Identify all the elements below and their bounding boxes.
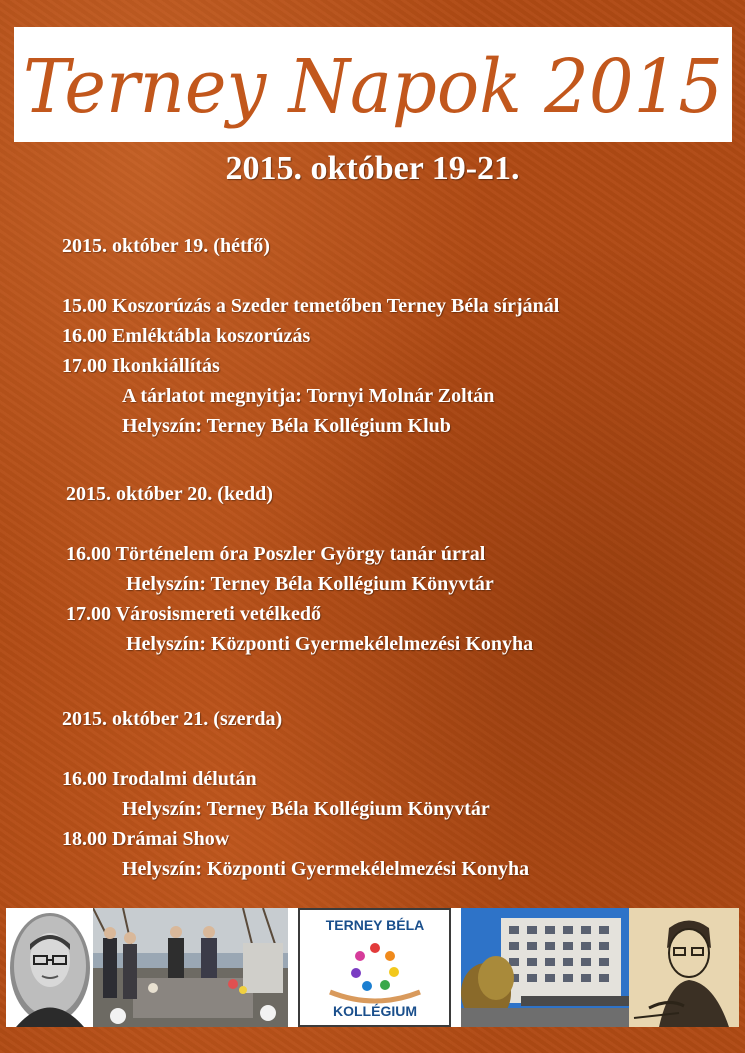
event-detail: A tárlatot megnyitja: Tornyi Molnár Zoltán <box>122 385 495 407</box>
building-photo <box>461 908 629 1027</box>
logo-bottom-text: KOLLÉGIUM <box>333 1003 417 1019</box>
event-line: 18.00 Drámai Show <box>62 828 230 850</box>
event-line: 16.00 Emléktábla koszorúzás <box>62 325 311 347</box>
sketch-portrait <box>629 908 739 1027</box>
event-detail: Helyszín: Terney Béla Kollégium Könyvtár <box>122 798 490 820</box>
event-line: 16.00 Irodalmi délután <box>62 768 257 790</box>
event-line: 17.00 Városismereti vetélkedő <box>66 603 321 625</box>
event-line: 16.00 Történelem óra Poszler György tanár úrral <box>66 543 486 565</box>
logo-top-text: TERNEY BÉLA <box>325 917 425 933</box>
day-heading-3: 2015. október 21. (szerda) <box>62 708 283 730</box>
portrait-photo <box>6 908 93 1027</box>
event-detail: Helyszín: Terney Béla Kollégium Klub <box>122 415 451 437</box>
event-line: 15.00 Koszorúzás a Szeder temetőben Terney Béla sírjánál <box>62 295 560 317</box>
event-detail: Helyszín: Központi Gyermekélelmezési Konyha <box>122 858 530 880</box>
photo-strip <box>6 908 739 1027</box>
day-heading-1: 2015. október 19. (hétfő) <box>62 235 270 257</box>
poster-subtitle: 2015. október 19-21. <box>225 150 520 187</box>
day-heading-2: 2015. október 20. (kedd) <box>66 483 273 505</box>
cemetery-photo <box>93 908 288 1027</box>
event-line: 17.00 Ikonkiállítás <box>62 355 220 377</box>
event-detail: Helyszín: Központi Gyermekélelmezési Konyha <box>126 633 534 655</box>
event-detail: Helyszín: Terney Béla Kollégium Könyvtár <box>126 573 494 595</box>
title-banner <box>14 27 732 142</box>
kollegium-logo <box>298 908 451 1027</box>
poster-title: Terney Napok 2015 <box>23 44 723 130</box>
